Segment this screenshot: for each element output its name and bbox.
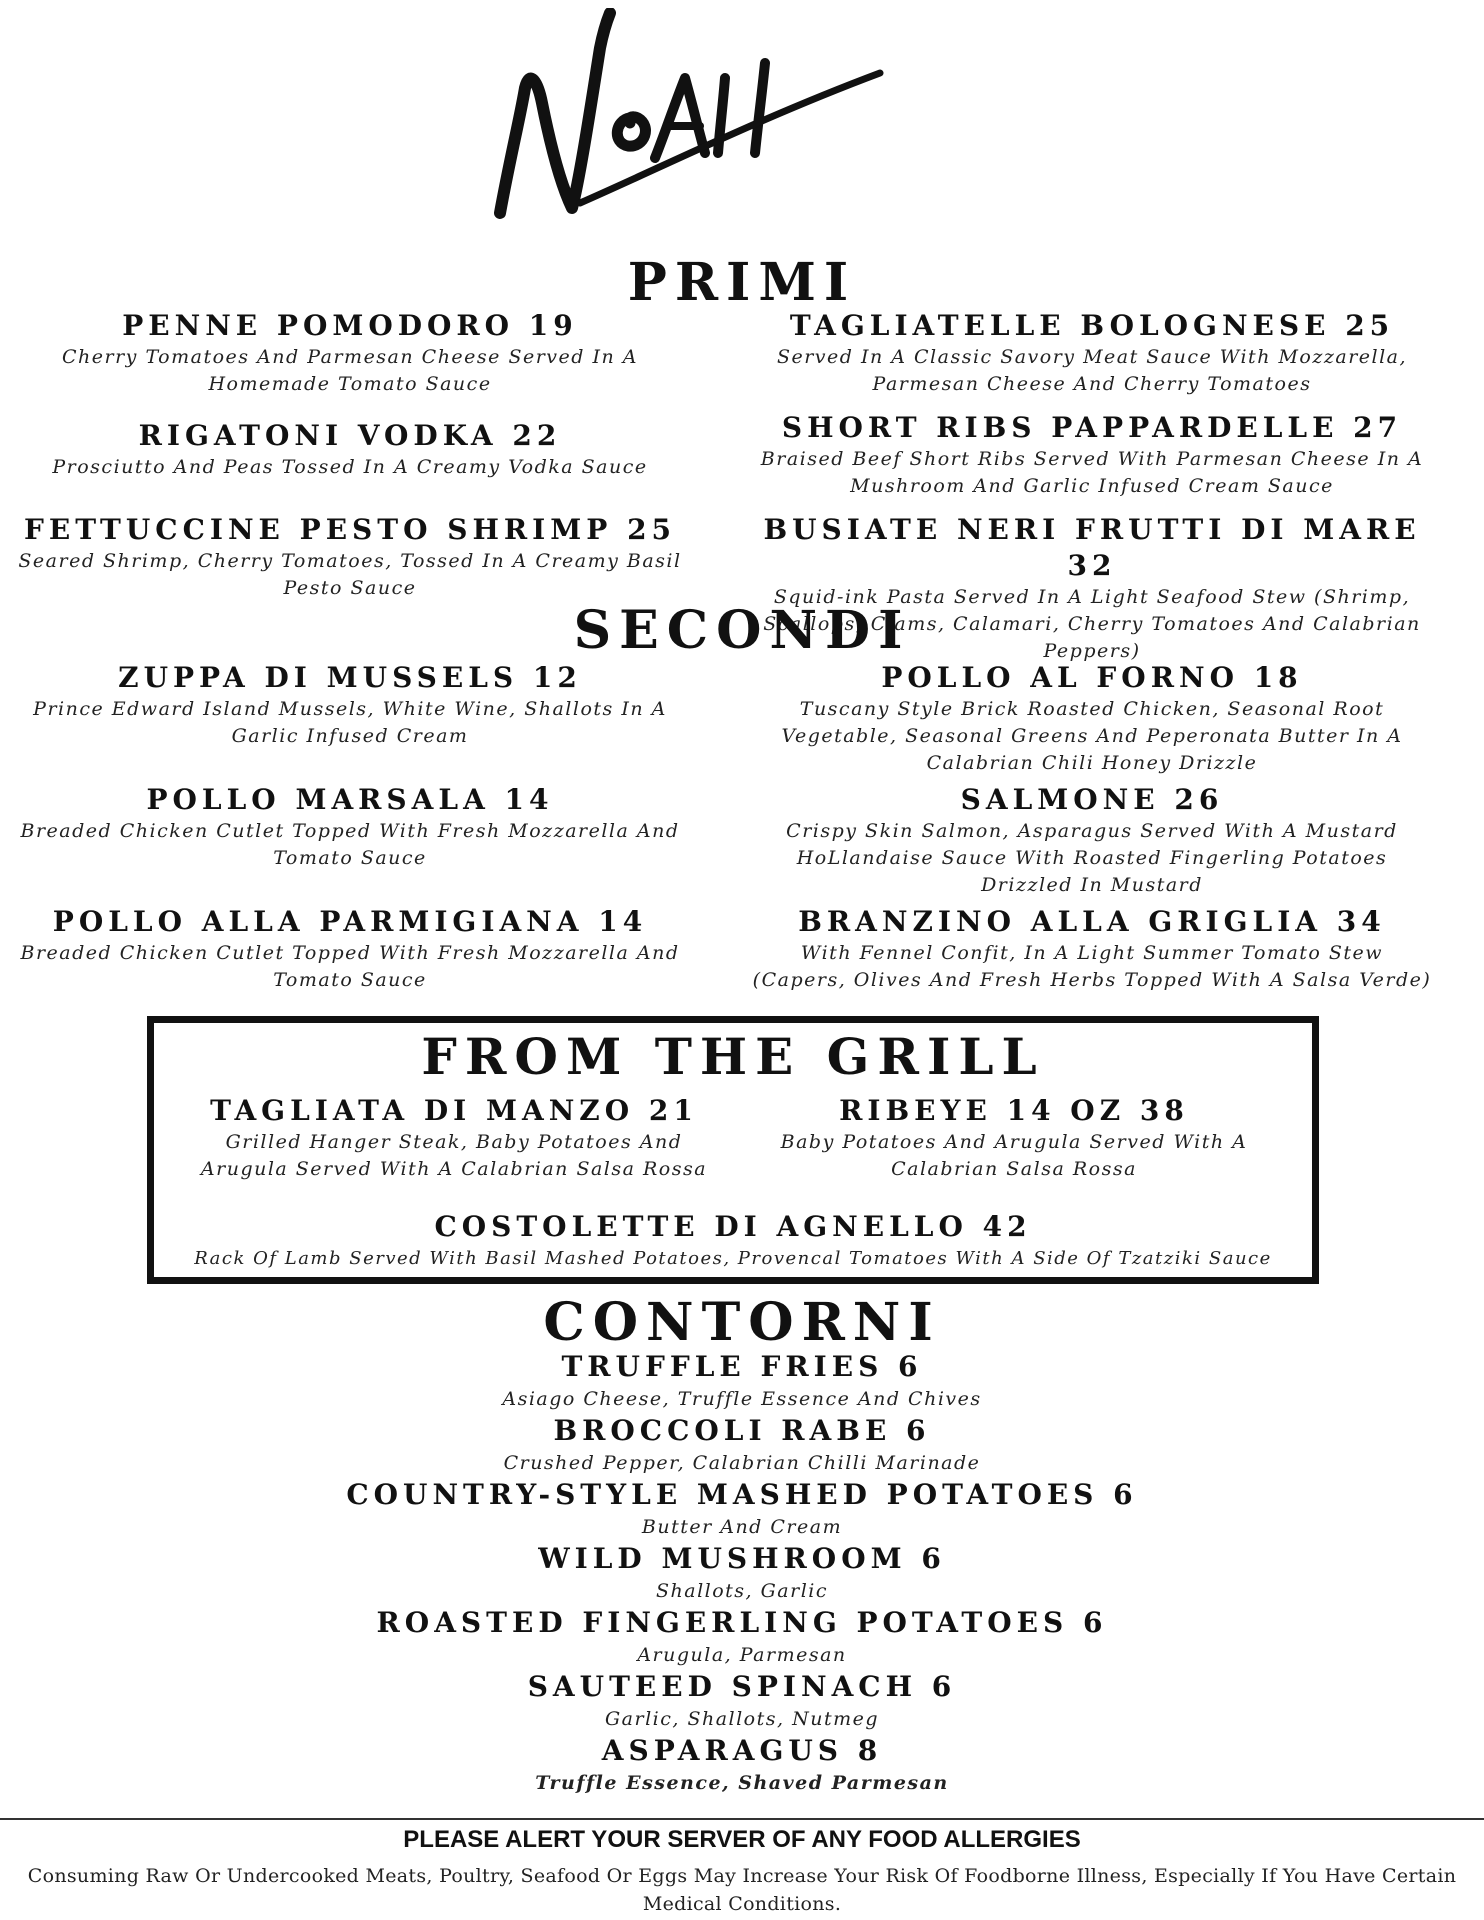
list-item — [0, 1670, 1484, 1734]
item-description: Arugula, Parmesan — [637, 1644, 847, 1666]
menu-item — [0, 782, 700, 904]
grill-title: FROM THE GRILL — [421, 1027, 1045, 1086]
item-description: Rack Of Lamb Served With Basil Mashed Potatoes, Provencal Tomatoes With A Side Of Tzatziki Sauce — [194, 1248, 1272, 1269]
menu-item — [742, 904, 1442, 994]
item-description: Breaded Chicken Cutlet Topped With Fresh Mozzarella And Tomato Sauce — [20, 820, 680, 869]
list-item — [0, 1734, 1484, 1798]
item-description: Asiago Cheese, Truffle Essence And Chives — [502, 1388, 982, 1410]
item-description: Butter And Cream — [641, 1516, 843, 1538]
item-description: Seared Shrimp, Cherry Tomatoes, Tossed In A Creamy Basil Pesto Sauce — [18, 550, 682, 599]
item-name: POLLO ALLA PARMIGIANA 14 — [52, 905, 648, 938]
item-name: SALMONE 26 — [960, 783, 1224, 816]
menu-item — [174, 1093, 734, 1183]
menu-item — [0, 418, 700, 512]
contorni-list — [0, 1350, 1484, 1798]
item-name: FETTUCCINE PESTO SHRIMP 25 — [23, 513, 677, 546]
menu-item — [154, 1209, 1312, 1272]
menu-item — [0, 660, 700, 782]
list-item — [0, 1478, 1484, 1542]
item-name: TAGLIATA DI MANZO 21 — [210, 1094, 698, 1127]
item-name: POLLO MARSALA 14 — [146, 783, 554, 816]
item-description: Grilled Hanger Steak, Baby Potatoes And Arugula Served With A Calabrian Salsa Rossa — [200, 1131, 708, 1180]
menu-item — [742, 410, 1442, 512]
item-name: BRANZINO ALLA GRIGLIA 34 — [798, 905, 1386, 938]
item-description: Crushed Pepper, Calabrian Chilli Marinade — [503, 1452, 981, 1474]
item-name: ASPARAGUS 8 — [601, 1734, 883, 1767]
menu-item — [742, 308, 1442, 410]
item-description: Truffle Essence, Shaved Parmesan — [535, 1772, 949, 1794]
item-description: Garlic, Shallots, Nutmeg — [604, 1708, 880, 1730]
item-name: COSTOLETTE DI AGNELLO 42 — [434, 1210, 1032, 1243]
item-description: Prince Edward Island Mussels, White Wine, Shallots In A Garlic Infused Cream — [33, 698, 667, 747]
secondi-right-column — [742, 660, 1442, 994]
item-name: ZUPPA DI MUSSELS 12 — [118, 661, 582, 694]
secondi-title: SECONDI — [573, 600, 911, 661]
item-description: Cherry Tomatoes And Parmesan Cheese Served In A Homemade Tomato Sauce — [62, 346, 638, 395]
menu-item — [0, 308, 700, 418]
item-name: TAGLIATELLE BOLOGNESE 25 — [789, 309, 1395, 342]
contorni-title: CONTORNI — [543, 1292, 941, 1353]
item-name: COUNTRY-STYLE MASHED POTATOES 6 — [346, 1478, 1138, 1511]
item-description: With Fennel Confit, In A Light Summer Tomato Stew (Capers, Olives And Fresh Herbs Topped With A Salsa Verde) — [752, 942, 1432, 991]
noah-logo — [480, 8, 920, 258]
item-description: Tuscany Style Brick Roasted Chicken, Seasonal Root Vegetable, Seasonal Greens And Peperonata Butter In A Calabrian Chili Honey Drizzle — [781, 698, 1403, 774]
primi-left-column — [0, 308, 700, 602]
item-name: POLLO AL FORNO 18 — [881, 661, 1303, 694]
list-item — [0, 1606, 1484, 1670]
item-name: ROASTED FINGERLING POTATOES 6 — [376, 1606, 1108, 1639]
menu-item — [742, 660, 1442, 782]
allergy-notice: PLEASE ALERT YOUR SERVER OF ANY FOOD ALLERGIES — [403, 1826, 1081, 1853]
item-description: Prosciutto And Peas Tossed In A Creamy Vodka Sauce — [52, 456, 648, 478]
menu-item — [734, 1093, 1294, 1183]
menu-item — [742, 782, 1442, 904]
secondi-left-column — [0, 660, 700, 994]
item-description: Crispy Skin Salmon, Asparagus Served With A Mustard HoLlandaise Sauce With Roasted Fingerling Potatoes Drizzled In Mustard — [786, 820, 1398, 896]
menu-item — [0, 904, 700, 994]
grill-section-box — [147, 1016, 1319, 1284]
item-name: SHORT RIBS PAPPARDELLE 27 — [781, 411, 1403, 444]
item-description: Served In A Classic Savory Meat Sauce With Mozzarella, Parmesan Cheese And Cherry Tomatoes — [776, 346, 1408, 395]
item-description: Baby Potatoes And Arugula Served With A Calabrian Salsa Rossa — [780, 1131, 1248, 1180]
item-name: TRUFFLE FRIES 6 — [561, 1350, 923, 1383]
item-description: Squid-ink Pasta Served In A Light Seafood Stew (Shrimp, Scallops, Clams, Calamari, Cherry Tomatoes And Calabrian Peppers) — [763, 586, 1421, 662]
item-name: BROCCOLI RABE 6 — [553, 1414, 931, 1447]
item-description: Breaded Chicken Cutlet Topped With Fresh Mozzarella And Tomato Sauce — [20, 942, 680, 991]
list-item — [0, 1542, 1484, 1606]
item-name: PENNE POMODORO 19 — [122, 309, 578, 342]
item-name: WILD MUSHROOM 6 — [538, 1542, 946, 1575]
item-description: Braised Beef Short Ribs Served With Parmesan Cheese In A Mushroom And Garlic Infused Cream Sauce — [760, 448, 1424, 497]
item-name: BUSIATE NERI FRUTTI DI MARE 32 — [763, 513, 1421, 582]
list-item — [0, 1414, 1484, 1478]
item-name: SAUTEED SPINACH 6 — [527, 1670, 957, 1703]
item-description: Shallots, Garlic — [655, 1580, 829, 1602]
primi-title: PRIMI — [627, 252, 857, 313]
food-safety-disclaimer: Consuming Raw Or Undercooked Meats, Poultry, Seafood Or Eggs May Increase Your Risk Of Foodborne Illness, Especially If You Have Certain Medical Conditions. — [27, 1865, 1457, 1915]
item-name: RIBEYE 14 OZ 38 — [839, 1094, 1189, 1127]
footer-divider — [0, 1818, 1484, 1820]
menu-item — [0, 512, 700, 602]
item-name: RIGATONI VODKA 22 — [138, 419, 562, 452]
list-item — [0, 1350, 1484, 1414]
